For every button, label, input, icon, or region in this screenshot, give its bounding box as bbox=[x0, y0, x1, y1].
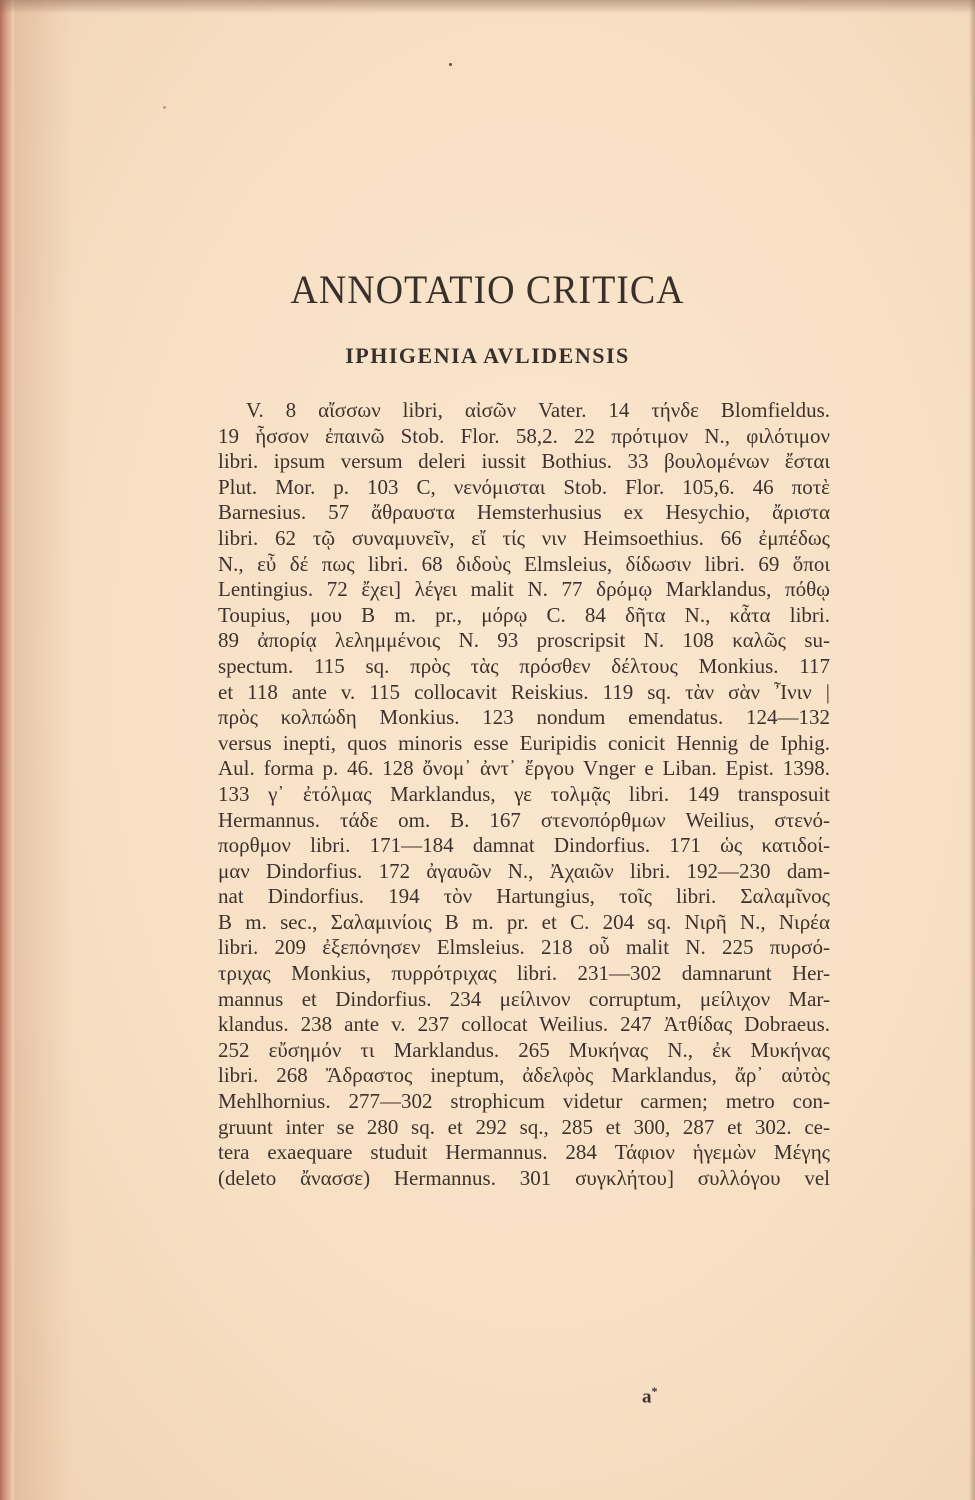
text-line: libri. 268 Ἄδραστος ineptum, ἀδελφὸς Marklandus, ἄρ᾽ αὐτὸς bbox=[218, 1063, 830, 1088]
signature-asterisk: * bbox=[651, 1384, 658, 1398]
text-line: mannus et Dindorfius. 234 μείλινον corruptum, μείλιχον Mar- bbox=[218, 986, 830, 1011]
gutter-shadow bbox=[14, 0, 74, 1500]
text-line: Aul. forma p. 46. 128 ὄνομ᾽ ἀντ᾽ ἔργου Vnger e Liban. Epist. 1398. bbox=[218, 756, 830, 781]
critical-apparatus-text bbox=[218, 398, 830, 1191]
text-line: μαν Dindorfius. 172 ἀγαυῶν N., Ἀχαιῶν libri. 192—230 dam- bbox=[218, 858, 830, 883]
text-line: libri. 209 ἐξεπόνησεν Elmsleius. 218 οὗ malit N. 225 πυρσό- bbox=[218, 935, 830, 960]
page-signature bbox=[642, 1384, 658, 1408]
text-line: Hermannus. τάδε om. B. 167 στενοπόρθμων Weilius, στενό- bbox=[218, 807, 830, 832]
text-line: gruunt inter se 280 sq. et 292 sq., 285 et 300, 287 et 302. ce- bbox=[218, 1114, 830, 1139]
text-line: τριχας Monkius, πυρρότριχας libri. 231—302 damnarunt Her- bbox=[218, 961, 830, 986]
text-line: πορθμον libri. 171—184 damnat Dindorfius. 171 ὡς κατιδοί- bbox=[218, 833, 830, 858]
text-line: πρὸς κολπώδη Monkius. 123 nondum emendatus. 124—132 bbox=[218, 705, 830, 730]
text-line: B m. sec., Σαλαμινίοις B m. pr. et C. 204 sq. Νιρῆ N., Νιρέα bbox=[218, 909, 830, 934]
signature-letter: a bbox=[642, 1386, 652, 1408]
text-line: Plut. Mor. p. 103 C, νενόμισται Stob. Flor. 105,6. 46 ποτὲ bbox=[218, 474, 830, 499]
text-line: libri. 62 τῷ συναμυνεῖν, εἴ τίς νιν Heimsoethius. 66 ἐμπέδως bbox=[218, 525, 830, 550]
text-line: et 118 ante v. 115 collocavit Reiskius. 119 sq. τὰν σὰν Ἶνιν | bbox=[218, 679, 830, 704]
text-line: tera exaequare studuit Hermannus. 284 Τάφιον ἡγεμὼν Μέγης bbox=[218, 1140, 830, 1165]
text-line: (deleto ἄνασσε) Hermannus. 301 συγκλήτου] συλλόγου vel bbox=[218, 1165, 830, 1190]
text-line: Barnesius. 57 ἄθραυστα Hemsterhusius ex Hesychio, ἄριστα bbox=[218, 500, 830, 525]
text-line: 252 εὔσημόν τι Marklandus. 265 Μυκήνας N., ἐκ Μυκήνας bbox=[218, 1037, 830, 1062]
text-line: klandus. 238 ante v. 237 collocat Weilius. 247 Ἀτθίδας Dobraeus. bbox=[218, 1012, 830, 1037]
text-line: nat Dindorfius. 194 τὸν Hartungius, τοῖς libri. Σαλαμῖνος bbox=[218, 884, 830, 909]
right-edge-shadow bbox=[969, 0, 975, 1500]
paper-stain bbox=[163, 106, 166, 109]
text-line: 133 γ᾽ ἐτόλμας Marklandus, γε τολμᾷς libri. 149 transposuit bbox=[218, 781, 830, 806]
paper-speck bbox=[449, 63, 452, 66]
text-line: V. 8 αἴσσων libri, αἰσῶν Vater. 14 τήνδε Blomfieldus. bbox=[246, 398, 830, 422]
text-line: versus inepti, quos minoris esse Euripidis conicit Hennig de Iphig. bbox=[218, 730, 830, 755]
text-line: Toupius, μου B m. pr., μόρῳ C. 84 δῆτα N., κἆτα libri. bbox=[218, 602, 830, 627]
book-binding-edge bbox=[0, 0, 14, 1500]
text-line: Lentingius. 72 ἔχει] λέγει malit N. 77 δρόμῳ Marklandus, πόθῳ bbox=[218, 577, 830, 602]
top-edge-shadow bbox=[0, 0, 975, 14]
text-line: libri. ipsum versum deleri iussit Bothius. 33 βουλομένων ἔσται bbox=[218, 449, 830, 474]
page-title: ANNOTATIO CRITICA bbox=[290, 267, 685, 312]
text-line: spectum. 115 sq. πρὸς τὰς πρόσθεν δέλτους Monkius. 117 bbox=[218, 653, 830, 678]
text-line: N., εὖ δέ πως libri. 68 διδοὺς Elmsleius, δίδωσιν libri. 69 ὅποι bbox=[218, 551, 830, 576]
text-line: Mehlhornius. 277—302 strophicum videtur carmen; metro con- bbox=[218, 1089, 830, 1114]
text-line: 19 ἧσσον ἐπαινῶ Stob. Flor. 58,2. 22 πρότιμον N., φιλότιμον bbox=[218, 423, 830, 448]
section-title: IPHIGENIA AVLIDENSIS bbox=[345, 343, 630, 368]
text-line: 89 ἀπορίᾳ λελημμένοις N. 93 proscripsit N. 108 καλῶς su- bbox=[218, 628, 830, 653]
